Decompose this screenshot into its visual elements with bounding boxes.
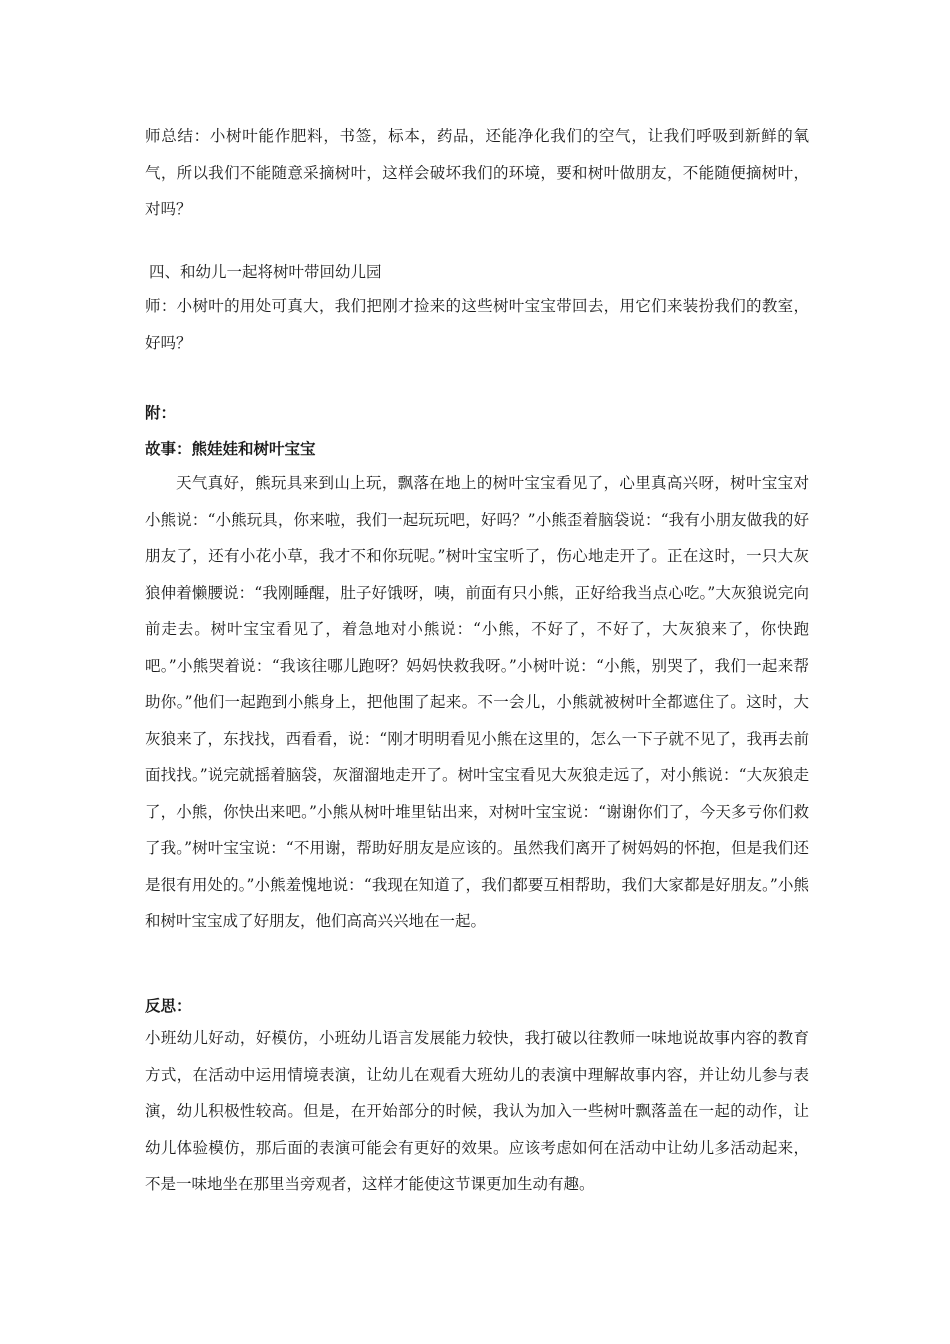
section-4-paragraph: 师：小树叶的用处可真大，我们把刚才捡来的这些树叶宝宝带回去，用它们来装扮我们的教室，好吗？ <box>145 297 809 352</box>
story-paragraph: 天气真好，熊玩具来到山上玩，飘落在地上的树叶宝宝看见了，心里真高兴呀，树叶宝宝对小熊说：“小熊玩具，你来啦，我们一起玩玩吧，好吗？”小熊歪着脑袋说：“我有小朋友做我的好朋友了，还有小花小草，我才不和你玩呢。”树叶宝宝听了，伤心地走开了。正在这时，一只大灰狼伸着懒腰说：“我刚睡醒，肚子好饿呀，咦，前面有只小熊，正好给我当点心吃。”大灰狼说完向前走去。树叶宝宝看见了，着急地对小熊说：“小熊，不好了，不好了，大灰狼来了，你快跑吧。”小熊哭着说：“我该往哪儿跑呀？妈妈快救我呀。”小树叶说：“小熊，别哭了，我们一起来帮助你。”他们一起跑到小熊身上，把他围了起来。不一会儿，小熊就被树叶全都遮住了。这时，大灰狼来了，东找找，西看看，说：“刚才明明看见小熊在这里的，怎么一下子就不见了，我再去前面找找。”说完就摇着脑袋，灰溜溜地走开了。树叶宝宝看见大灰狼走远了，对小熊说：“大灰狼走了，小熊，你快出来吧。”小熊从树叶堆里钻出来，对树叶宝宝说：“谢谢你们了，今天多亏你们救了我。”树叶宝宝说：“不用谢，帮助好朋友是应该的。虽然我们离开了树妈妈的怀抱，但是我们还是很有用处的。”小熊羞愧地说：“我现在知道了，我们都要互相帮助，我们大家都是好朋友。”小熊和树叶宝宝成了好朋友，他们高高兴兴地在一起。 <box>145 474 809 930</box>
appendix-label: 附： <box>145 403 177 422</box>
reflection-paragraph: 小班幼儿好动，好模仿，小班幼儿语言发展能力较快，我打破以往教师一味地说故事内容的教育方式，在活动中运用情境表演，让幼儿在观看大班幼儿的表演中理解故事内容，并让幼儿参与表演，幼儿积极性较高。但是，在开始部分的时候，我认为加入一些树叶飘落盖在一起的动作，让幼儿体验模仿，那后面的表演可能会有更好的效果。应该考虑如何在活动中让幼儿多活动起来，不是一味地坐在那里当旁观者，这样才能使这节课更加生动有趣。 <box>145 1029 809 1193</box>
teacher-summary-paragraph: 师总结：小树叶能作肥料，书签，标本，药品，还能净化我们的空气，让我们呼吸到新鲜的氧气，所以我们不能随意采摘树叶，这样会破坏我们的环境，要和树叶做朋友，不能随便摘树叶，对吗？ <box>145 127 809 218</box>
story-title: 故事：熊娃娃和树叶宝宝 <box>145 439 316 458</box>
section-4-heading: 四、和幼儿一起将树叶带回幼儿园 <box>149 263 382 281</box>
reflection-label: 反思： <box>145 996 192 1015</box>
